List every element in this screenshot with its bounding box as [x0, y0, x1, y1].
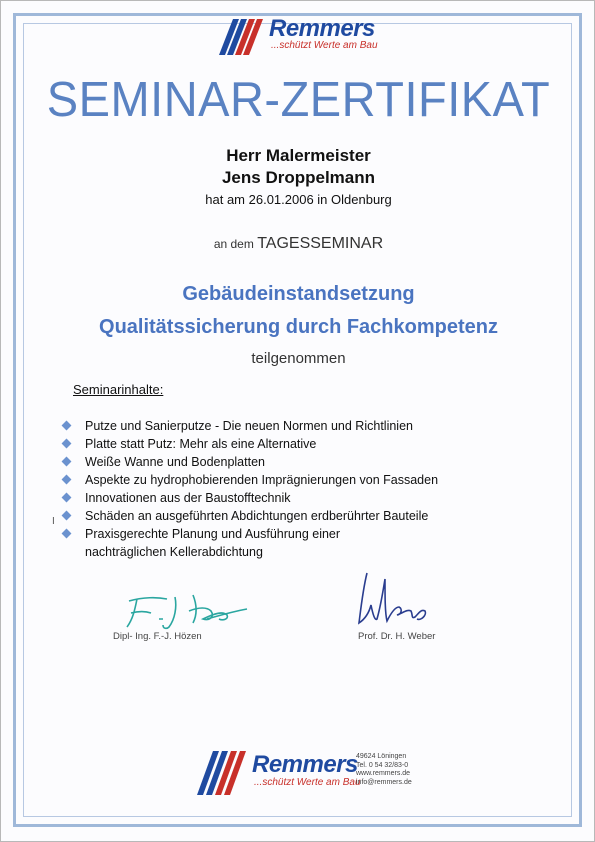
list-item-text: Praxisgerechte Planung und Ausführung einer — [85, 527, 341, 541]
diamond-bullet-icon — [62, 511, 72, 521]
brand-name: Remmers — [252, 751, 358, 778]
list-item-text: Putze und Sanierputze - Die neuen Normen und Richtlinien — [85, 419, 413, 433]
signature-left-caption: Dipl- Ing. F.-J. Hözen — [113, 631, 202, 642]
remmers-logo-bottom — [197, 749, 361, 795]
list-item — [63, 507, 533, 525]
date-location: hat am 26.01.2006 in Oldenburg — [205, 192, 392, 207]
list-item-text: Platte statt Putz: Mehr als eine Alternative — [85, 437, 317, 451]
diamond-bullet-icon — [62, 475, 72, 485]
seminar-type-line — [1, 235, 595, 253]
list-item — [63, 453, 533, 471]
address-line: www.remmers.de — [356, 770, 411, 777]
recipient-name: Jens Droppelmann — [221, 168, 376, 187]
address-line: Tel. 0 54 32/83-0 — [356, 761, 409, 769]
list-item — [63, 435, 533, 453]
address-line: info@remmers.de — [356, 778, 412, 786]
list-item — [63, 417, 533, 435]
participated-text: teilgenommen — [251, 350, 346, 367]
list-item — [63, 525, 533, 561]
list-item — [63, 471, 533, 489]
list-item-text-continued: nachträglichen Kellerabdichtung — [85, 545, 263, 559]
diamond-bullet-icon — [62, 493, 72, 503]
diamond-bullet-icon — [62, 421, 72, 431]
list-item-text: Weiße Wanne und Bodenplatten — [85, 455, 265, 469]
contents-list — [63, 417, 533, 561]
brand-slogan: ...schützt Werte am Bau — [254, 777, 361, 788]
diamond-bullet-icon — [62, 439, 72, 449]
signature-right-image — [355, 569, 435, 631]
list-item-text: Innovationen aus der Baustofftechnik — [85, 491, 291, 505]
margin-mark: I — [52, 516, 55, 527]
diamond-bullet-icon — [62, 457, 72, 467]
recipient-title: Herr Malermeister — [226, 146, 371, 165]
remmers-logo-top — [219, 17, 384, 55]
list-item-text: Schäden an ausgeführten Abdichtungen erdberührter Bauteile — [85, 509, 429, 523]
signature-left-image — [123, 589, 253, 633]
brand-name: Remmers — [269, 15, 375, 42]
brand-slogan: ...schützt Werte am Bau — [271, 40, 378, 51]
seminar-prefix: an dem — [213, 237, 254, 251]
list-item — [63, 489, 533, 507]
certificate-title: SEMINAR-ZERTIFIKAT — [46, 70, 551, 127]
contents-heading: Seminarinhalte: — [73, 382, 164, 397]
remmers-stripes-icon — [197, 749, 253, 795]
remmers-stripes-icon — [219, 17, 269, 55]
diamond-bullet-icon — [62, 529, 72, 539]
list-item-text: Aspekte zu hydrophobierenden Imprägnierungen von Fassaden — [85, 473, 439, 487]
address-line: 49624 Löningen — [356, 753, 407, 760]
topic-line-2: Qualitätssicherung durch Fachkompetenz — [99, 316, 498, 338]
company-address — [356, 753, 412, 787]
signature-right-caption: Prof. Dr. H. Weber — [358, 631, 436, 642]
topic-line-1: Gebäudeinstandsetzung — [182, 283, 415, 305]
seminar-type: TAGESSEMINAR — [257, 235, 384, 252]
